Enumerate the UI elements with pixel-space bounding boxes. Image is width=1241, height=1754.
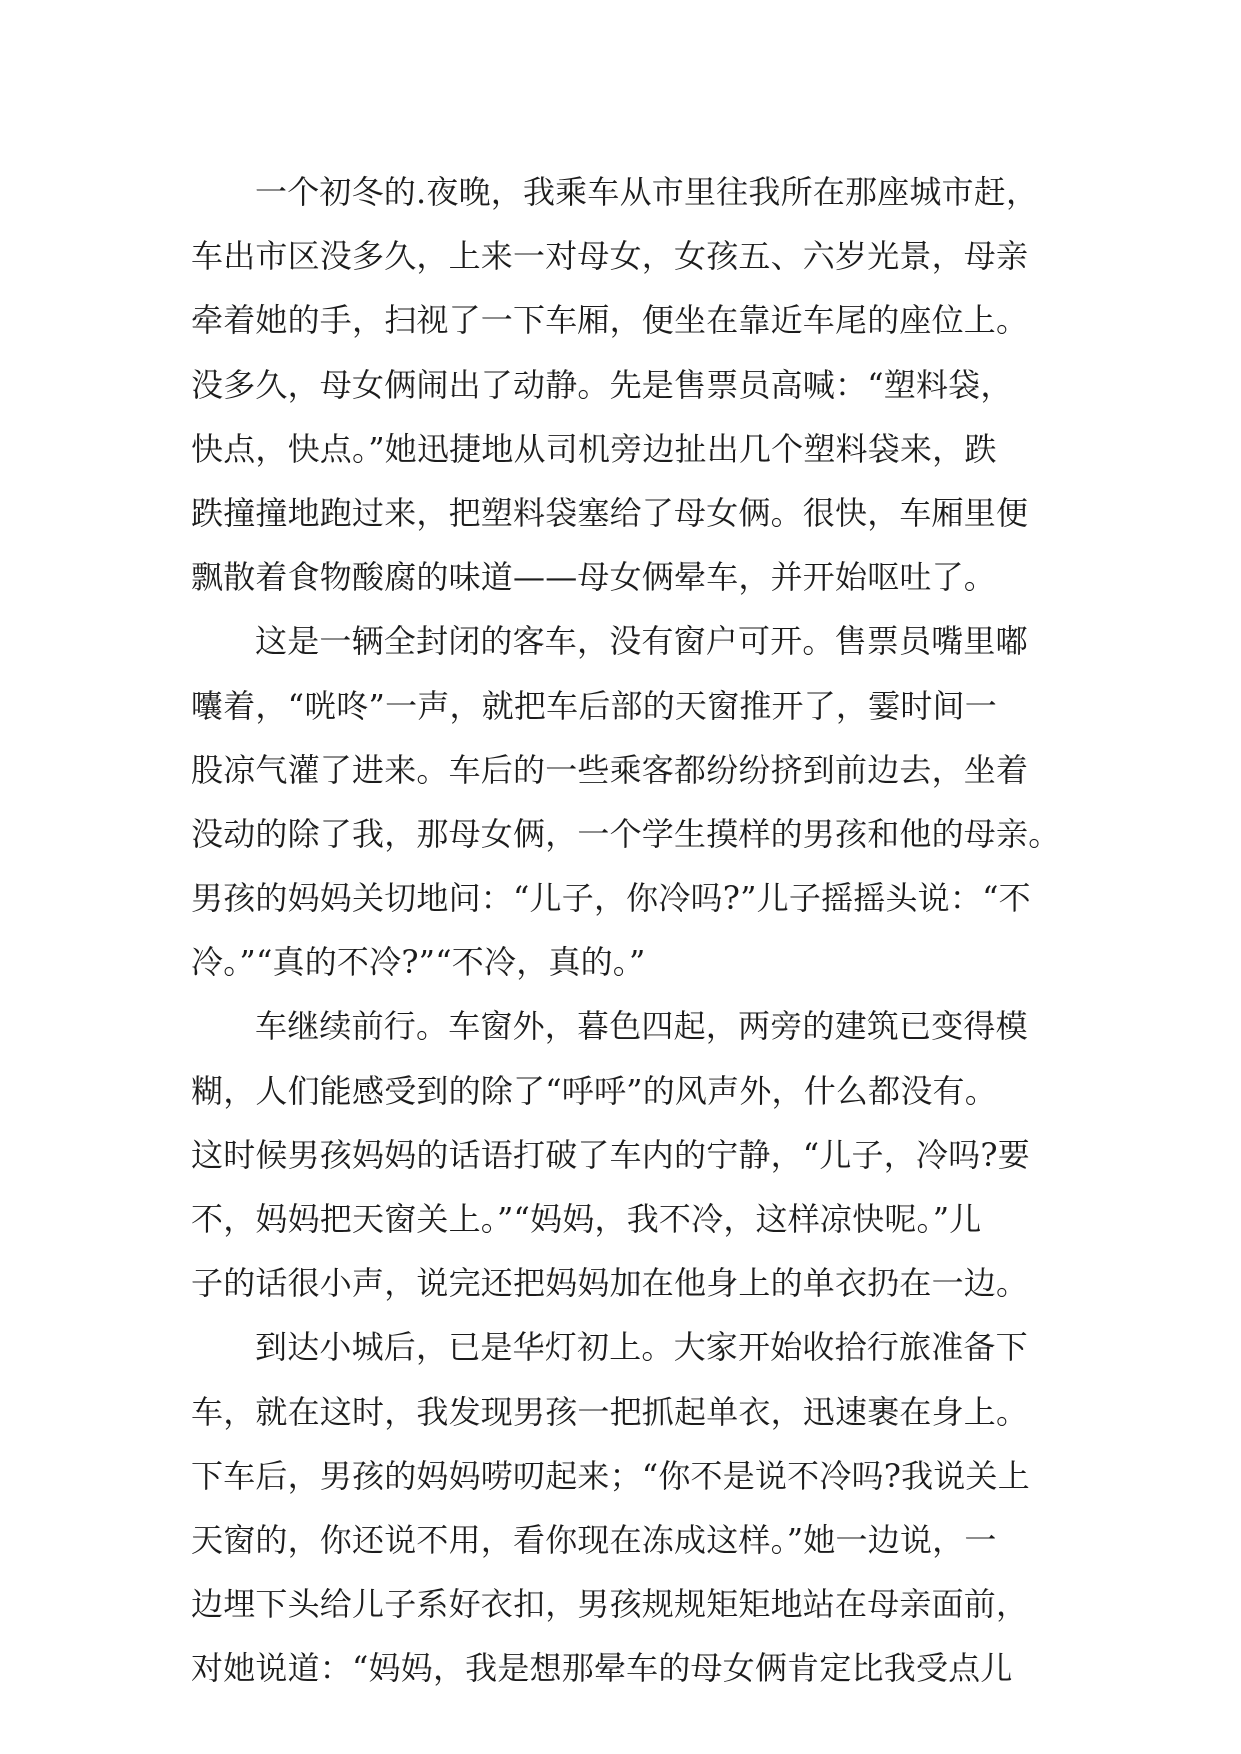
paragraph-first-line: 到达小城后，已是华灯初上。大家开始收拾行旅准备下 xyxy=(255,1328,1028,1367)
text-line: 飘散着食物酸腐的味道——母女俩晕车，并开始呕吐了。 xyxy=(191,558,997,597)
text-line: 快点，快点。”她迅捷地从司机旁边扯出几个塑料袋来，跌 xyxy=(191,429,997,468)
text-line: 边埋下头给儿子系好衣扣，男孩规规矩矩地站在母亲面前， xyxy=(191,1585,1029,1624)
text-line: 对她说道：“妈妈，我是想那晕车的母女俩肯定比我受点儿 xyxy=(191,1649,1013,1688)
paragraph-first-line: 车继续前行。车窗外，暮色四起，两旁的建筑已变得模 xyxy=(255,1007,1028,1046)
paragraph-first-line: 这是一辆全封闭的客车，没有窗户可开。售票员嘴里嘟 xyxy=(255,622,1028,661)
text-line: 这时候男孩妈妈的话语打破了车内的宁静，“儿子，冷吗?要 xyxy=(191,1135,1030,1174)
paragraph-first-line: 一个初冬的.夜晚，我乘车从市里往我所在那座城市赶， xyxy=(255,173,1039,211)
text-line: 男孩的妈妈关切地问：“儿子，你冷吗?”儿子摇摇头说：“不 xyxy=(191,879,1031,918)
text-line: 子的话很小声，说完还把妈妈加在他身上的单衣扔在一边。 xyxy=(191,1264,1029,1303)
text-line: 囔着，“咣咚”一声，就把车后部的天窗推开了，霎时间一 xyxy=(191,686,997,725)
text-line: 不，妈妈把天窗关上。”“妈妈，我不冷，这样凉快呢。”儿 xyxy=(191,1200,982,1238)
story-text xyxy=(191,160,1071,1701)
text-line: 车出市区没多久，上来一对母女，女孩五、六岁光景，母亲 xyxy=(191,237,1029,276)
text-line: 没动的除了我，那母女俩，一个学生摸样的男孩和他的母亲。 xyxy=(191,814,1061,853)
text-line: 股凉气灌了进来。车后的一些乘客都纷纷挤到前边去，坐着 xyxy=(191,750,1029,789)
text-line: 没多久，母女俩闹出了动静。先是售票员高喊：“塑料袋， xyxy=(191,365,1013,404)
text-line: 跌撞撞地跑过来，把塑料袋塞给了母女俩。很快，车厢里便 xyxy=(191,493,1029,532)
text-line: 牵着她的手，扫视了一下车厢，便坐在靠近车尾的座位上。 xyxy=(191,301,1029,340)
text-line: 车，就在这时，我发现男孩一把抓起单衣，迅速裹在身上。 xyxy=(191,1392,1029,1431)
text-line: 冷。”“真的不冷?”“不冷，真的。” xyxy=(191,943,646,982)
text-line: 糊，人们能感受到的除了“呼呼”的风声外，什么都没有。 xyxy=(191,1071,997,1110)
text-line: 天窗的，你还说不用，看你现在冻成这样。”她一边说，一 xyxy=(191,1520,997,1559)
text-line: 下车后，男孩的妈妈唠叨起来；“你不是说不冷吗?我说关上 xyxy=(191,1456,1030,1495)
